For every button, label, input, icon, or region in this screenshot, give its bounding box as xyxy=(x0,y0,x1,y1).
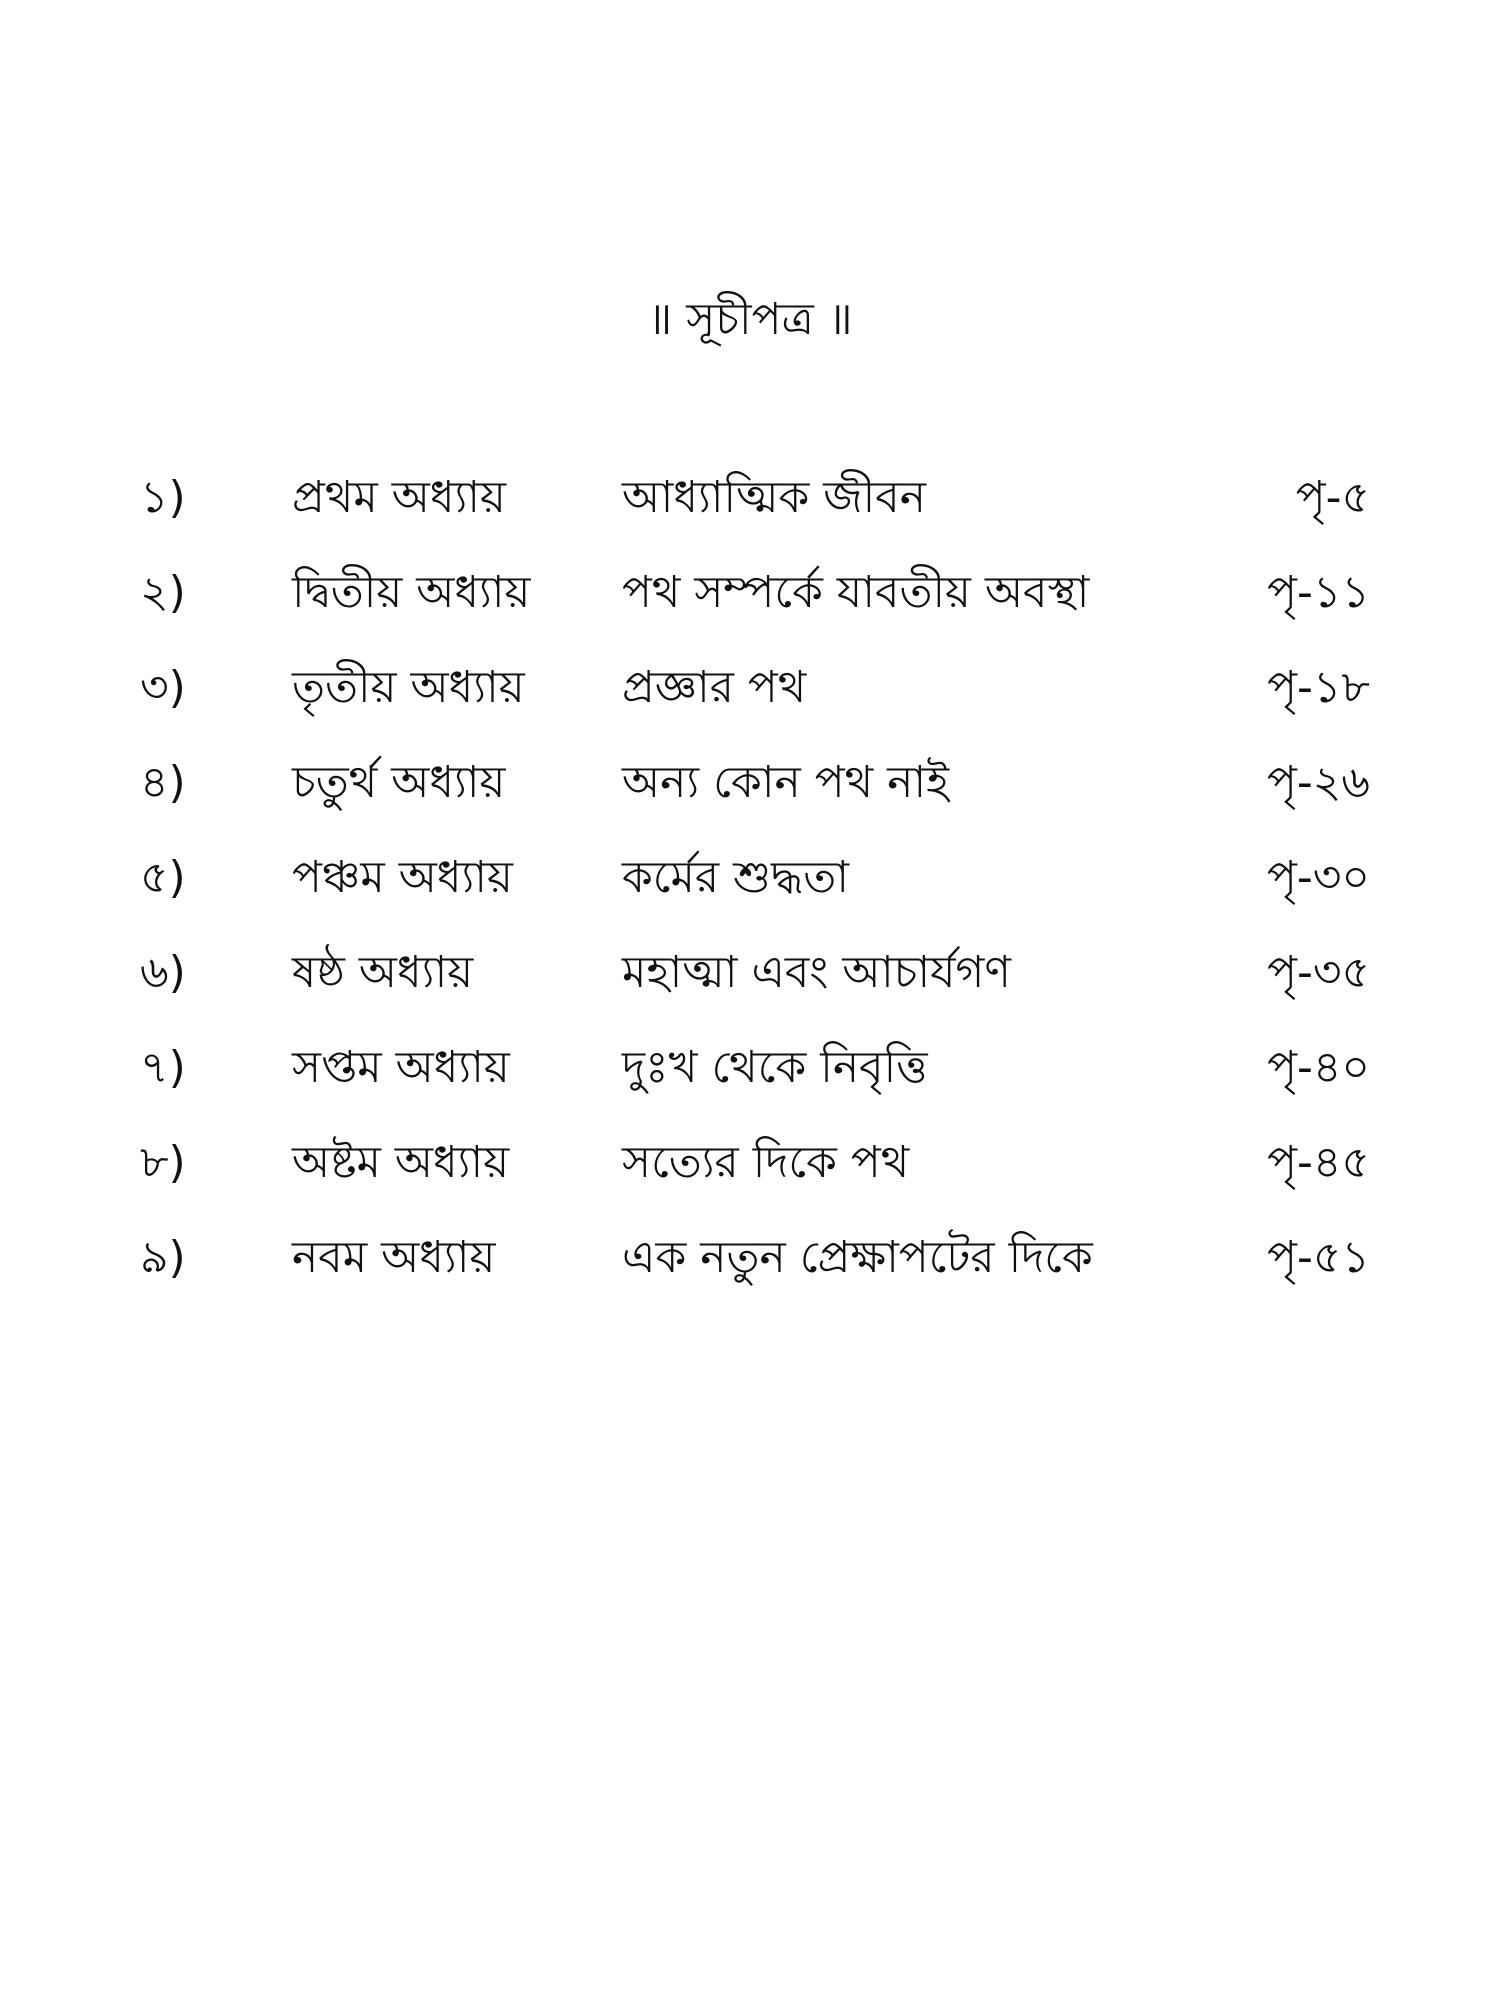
chapter-title: প্রজ্ঞার পথ xyxy=(622,662,807,713)
toc-row xyxy=(0,1128,1500,1223)
chapter-title: কর্মের শুদ্ধতা xyxy=(622,852,850,903)
entry-number: ১) xyxy=(140,472,186,523)
entry-number: ৬) xyxy=(140,947,186,998)
toc-row xyxy=(0,463,1500,558)
chapter-label: তৃতীয় অধ্যায় xyxy=(292,662,525,713)
page-number: পৃ-৫ xyxy=(1295,472,1370,523)
entry-number: ৪) xyxy=(140,757,186,808)
entry-number: ৯) xyxy=(140,1232,186,1283)
entry-number: ৫) xyxy=(140,852,186,903)
toc-row xyxy=(0,1223,1500,1318)
chapter-title: এক নতুন প্রেক্ষাপটের দিকে xyxy=(622,1232,1093,1283)
page-number: পৃ-৫১ xyxy=(1267,1232,1370,1283)
chapter-title: মহাত্মা এবং আচার্যগণ xyxy=(622,947,1011,998)
chapter-title: অন্য কোন পথ নাই xyxy=(622,757,950,808)
chapter-label: নবম অধ্যায় xyxy=(292,1232,496,1283)
toc-list xyxy=(0,463,1500,1318)
chapter-title: দুঃখ থেকে নিবৃত্তি xyxy=(622,1042,928,1093)
entry-number: ৩) xyxy=(140,662,186,713)
chapter-title: পথ সম্পর্কে যাবতীয় অবস্থা xyxy=(622,567,1090,618)
page-number: পৃ-২৬ xyxy=(1267,757,1370,808)
toc-row xyxy=(0,1033,1500,1128)
chapter-label: দ্বিতীয় অধ্যায় xyxy=(292,567,531,618)
toc-row xyxy=(0,558,1500,653)
page-number: পৃ-৪০ xyxy=(1267,1042,1370,1093)
chapter-label: প্রথম অধ্যায় xyxy=(292,472,506,523)
entry-number: ৭) xyxy=(140,1042,186,1093)
chapter-label: সপ্তম অধ্যায় xyxy=(292,1042,510,1093)
entry-number: ২) xyxy=(140,567,186,618)
chapter-label: পঞ্চম অধ্যায় xyxy=(292,852,513,903)
chapter-label: চতুর্থ অধ্যায় xyxy=(292,757,506,808)
page-number: পৃ-৪৫ xyxy=(1267,1137,1370,1188)
entry-number: ৮) xyxy=(140,1137,186,1188)
chapter-title: আধ্যাত্মিক জীবন xyxy=(622,472,926,523)
chapter-label: ষষ্ঠ অধ্যায় xyxy=(292,947,474,998)
toc-row xyxy=(0,748,1500,843)
page-title: ॥ সূচীপত্র ॥ xyxy=(647,294,853,345)
chapter-title: সত্যের দিকে পথ xyxy=(622,1137,910,1188)
toc-row xyxy=(0,653,1500,748)
chapter-label: অষ্টম অধ্যায় xyxy=(292,1137,510,1188)
toc-row xyxy=(0,938,1500,1033)
page-number: পৃ-৩৫ xyxy=(1267,947,1370,998)
page-number: পৃ-১৮ xyxy=(1267,662,1370,713)
page-number: পৃ-৩০ xyxy=(1267,852,1370,903)
page-number: পৃ-১১ xyxy=(1267,567,1370,618)
toc-row xyxy=(0,843,1500,938)
